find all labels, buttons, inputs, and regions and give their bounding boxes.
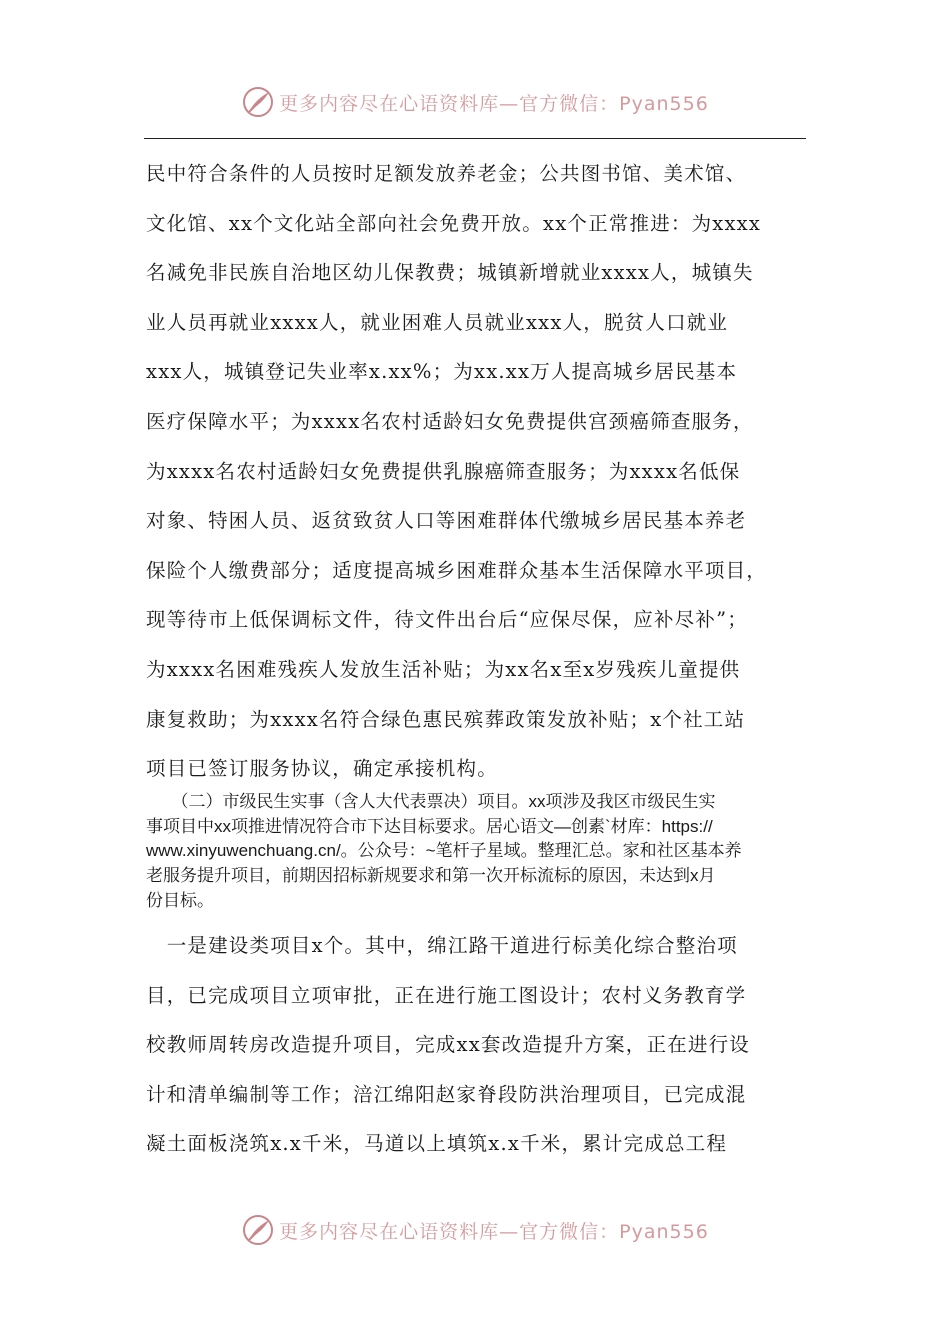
footer-wechat-id: Pyan556 <box>619 1220 709 1243</box>
paragraph-city-level-projects <box>146 790 810 913</box>
text-line: 一是建设类项目x个。其中，绵江路干道进行标美化综合整治项 <box>146 934 738 957</box>
text-line: 凝土面板浇筑x.x千米，马道以上填筑x.x千米，累计完成总工程 <box>146 1132 728 1156</box>
quill-logo-icon <box>241 85 275 119</box>
quill-logo-icon <box>241 1213 275 1247</box>
text-line: 老服务提升项目，前期因招标新规要求和第一次开标流标的原因，未达到x月 <box>146 866 716 886</box>
text-line: 项目已签订服务协议，确定承接机构。 <box>146 757 498 781</box>
text-line: 民中符合条件的人员按时足额发放养老金；公共图书馆、美术馆、 <box>146 162 747 185</box>
header-divider <box>144 138 806 139</box>
text-line: 医疗保障水平；为xxxx名农村适龄妇女免费提供宫颈癌筛查服务， <box>146 409 754 433</box>
text-line: 为xxxx名困难残疾人发放生活补贴；为xx名x至x岁残疾儿童提供 <box>146 657 741 681</box>
text-line: 目，已完成项目立项审批，正在进行施工图设计；农村义务教育学 <box>146 983 747 1007</box>
text-line: 名减免非民族自治地区幼儿保教费；城镇新增就业xxxx人，城镇失 <box>146 261 754 285</box>
text-line: 保险个人缴费部分；适度提高城乡困难群众基本生活保障水平项目， <box>146 558 768 582</box>
header-banner <box>0 82 950 122</box>
footer-banner <box>0 1210 950 1250</box>
header-banner-text <box>279 89 709 116</box>
text-line: 计和清单编制等工作；涪江绵阳赵家脊段防洪治理项目，已完成混 <box>146 1082 747 1106</box>
paragraph-livelihood-projects <box>146 149 810 794</box>
footer-banner-label: 更多内容尽在心语资料库—官方微信： <box>279 1220 620 1243</box>
text-line: 对象、特困人员、返贫致贫人口等困难群体代缴城乡居民基本养老 <box>146 509 747 533</box>
header-banner-label: 更多内容尽在心语资料库—官方微信： <box>279 92 620 115</box>
text-line: 为xxxx名农村适龄妇女免费提供乳腺癌筛查服务；为xxxx名低保 <box>146 459 741 483</box>
text-line: （二）市级民生实事（含人大代表票决）项目。xx项涉及我区市级民生实 <box>146 792 716 811</box>
text-line: 业人员再就业xxxx人，就业困难人员就业xxx人，脱贫人口就业 <box>146 310 729 334</box>
footer-banner-text <box>279 1217 709 1244</box>
text-line: 事项目中xx项推进情况符合市下达目标要求。居心语文—创素`材库：https:// <box>146 816 713 836</box>
text-line: 康复救助；为xxxx名符合绿色惠民殡葬政策发放补贴；x个社工站 <box>146 707 746 731</box>
text-line: 现等待市上低保调标文件，待文件出台后“应保尽保，应补尽补”； <box>146 608 748 632</box>
text-line: xxx人，城镇登记失业率x.xx%；为xx.xx万人提高城乡居民基本 <box>146 360 738 384</box>
header-wechat-id: Pyan556 <box>619 92 709 115</box>
text-line: 文化馆、xx个文化站全部向社会免费开放。xx个正常推进：为xxxx <box>146 211 762 235</box>
text-line: 校教师周转房改造提升项目，完成xx套改造提升方案，正在进行设 <box>146 1033 750 1057</box>
paragraph-construction-projects <box>146 921 810 1169</box>
text-line: 份目标。 <box>146 890 214 910</box>
text-line: www.xinyuwenchuang.cn/。公众号：~笔杆子星域。整理汇总。家和社区基本养 <box>146 841 742 861</box>
